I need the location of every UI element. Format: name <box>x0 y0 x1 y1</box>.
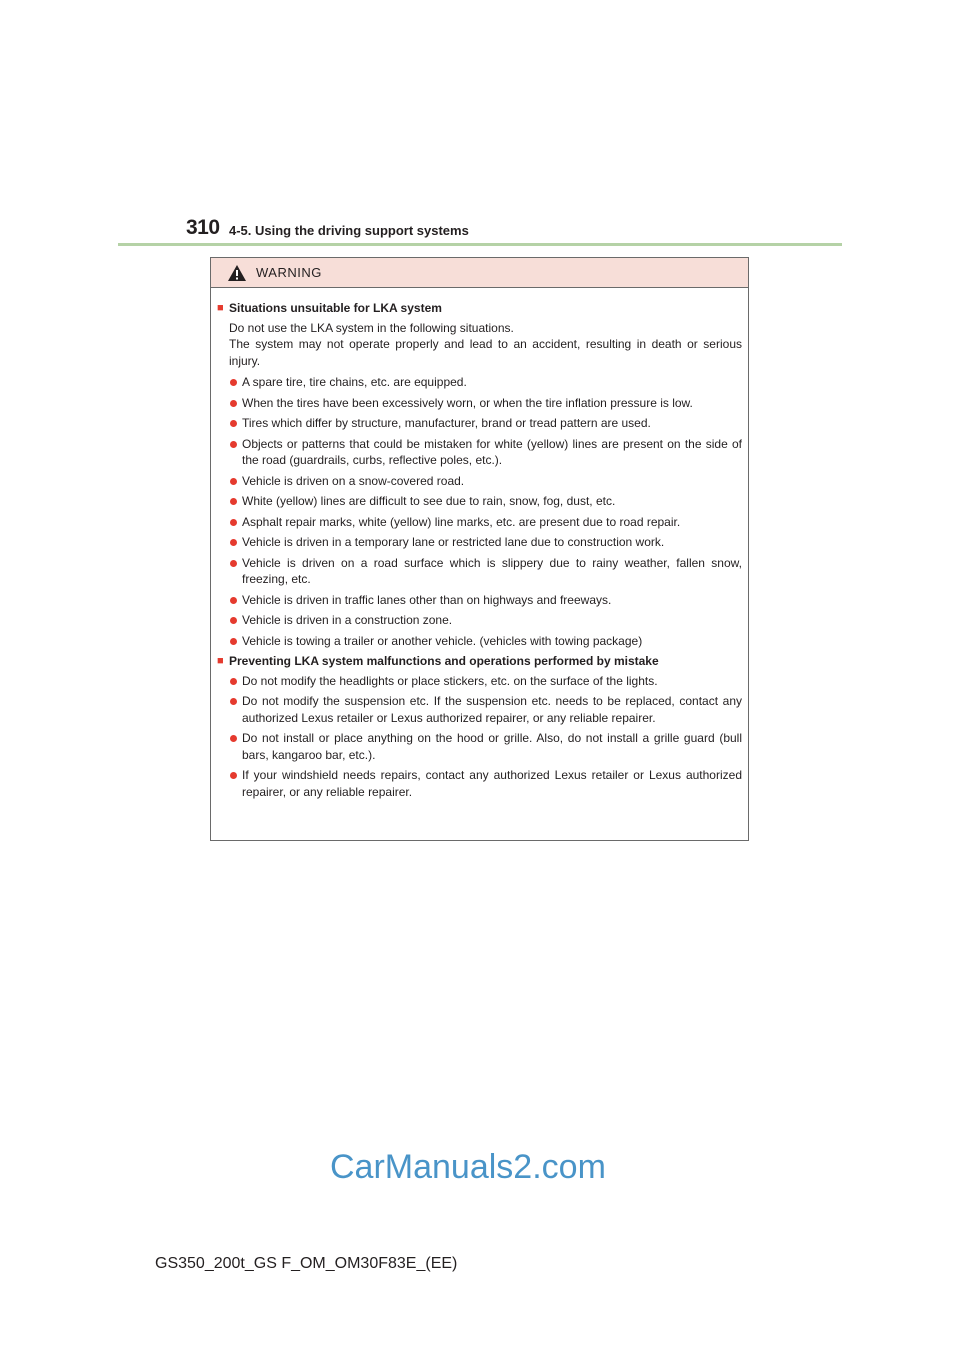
bullet-dot-icon <box>230 478 237 485</box>
list-item <box>217 730 742 763</box>
paragraph-line: Do not use the LKA system in the following situations. <box>229 320 514 335</box>
list-item-text: Vehicle is driven on a snow-covered road. <box>242 473 465 488</box>
list-item-text: White (yellow) lines are difficult to see due to rain, snow, fog, dust, etc. <box>242 494 616 508</box>
list-item <box>217 693 742 726</box>
list-item <box>217 633 742 650</box>
list-item-text: A spare tire, tire chains, etc. are equipped. <box>242 375 467 389</box>
list-item-text: Objects or patterns that could be mistaken for white (yellow) lines are present on the side of the road (guardrails, curbs, reflective poles, etc.). <box>242 436 742 467</box>
bullet-dot-icon <box>230 597 237 604</box>
list-item-text: Asphalt repair marks, white (yellow) line marks, etc. are present due to road repair. <box>242 514 681 529</box>
list-item-text: Tires which differ by structure, manufacturer, brand or tread pattern are used. <box>242 416 651 430</box>
warning-box <box>210 257 749 841</box>
bullet-dot-icon <box>230 420 237 427</box>
watermark-link[interactable]: CarManuals2.com <box>330 1148 606 1186</box>
list-item-text: Vehicle is driven in a temporary lane or restricted lane due to construction work. <box>242 535 665 549</box>
section-heading <box>217 653 742 670</box>
list-item-text: Vehicle is driven in a construction zone. <box>242 613 453 627</box>
bullet-dot-icon <box>230 735 237 742</box>
list-item-text: Do not install or place anything on the hood or grille. Also, do not install a grille guard (bull bars, kangaroo bar, etc.). <box>242 731 742 762</box>
list-item <box>217 514 742 531</box>
list-item <box>217 767 742 800</box>
warning-triangle-icon <box>228 265 246 281</box>
bullet-dot-icon <box>230 560 237 567</box>
bullet-dot-icon <box>230 638 237 645</box>
list-item <box>217 612 742 629</box>
list-item <box>217 534 742 551</box>
list-item <box>217 374 742 391</box>
bullet-dot-icon <box>230 539 237 546</box>
list-item-text: Vehicle is driven on a road surface which is slippery due to rainy weather, fallen snow, freezing, etc. <box>242 555 742 586</box>
paragraph-line: The system may not operate properly and lead to an accident, resulting in death or serious injury. <box>229 337 742 368</box>
page-number: 310 <box>186 216 220 239</box>
list-item-text: Do not modify the headlights or place stickers, etc. on the surface of the lights. <box>242 673 658 688</box>
bullet-dot-icon <box>230 617 237 624</box>
bullet-dot-icon <box>230 698 237 705</box>
heading-text: Situations unsuitable for LKA system <box>229 301 442 315</box>
section-title: 4-5. Using the driving support systems <box>229 223 469 238</box>
list-item <box>217 436 742 469</box>
header-rule <box>118 243 842 246</box>
bullet-dot-icon <box>230 678 237 685</box>
list-item <box>217 592 742 609</box>
warning-body <box>211 288 748 800</box>
bullet-dot-icon <box>230 379 237 386</box>
heading-text: Preventing LKA system malfunctions and operations performed by mistake <box>229 654 659 668</box>
list-item <box>217 493 742 510</box>
bullet-dot-icon <box>230 400 237 407</box>
list-item-text: If your windshield needs repairs, contact any authorized Lexus retailer or Lexus authorized repairer, or any reliable repairer. <box>242 768 742 799</box>
square-bullet-icon: ■ <box>217 302 224 314</box>
list-item-text: Vehicle is driven in traffic lanes other than on highways and freeways. <box>242 592 612 607</box>
section-heading <box>217 300 742 317</box>
list-item-text: When the tires have been excessively worn, or when the tire inflation pressure is low. <box>242 395 693 410</box>
square-bullet-icon: ■ <box>217 655 224 667</box>
bullet-dot-icon <box>230 498 237 505</box>
list-item <box>217 473 742 490</box>
bullet-dot-icon <box>230 441 237 448</box>
paragraph <box>217 320 742 370</box>
warning-header <box>211 258 748 288</box>
document-code-footer: GS350_200t_GS F_OM_OM30F83E_(EE) <box>155 1255 458 1272</box>
warning-title: WARNING <box>256 265 322 280</box>
list-item <box>217 555 742 588</box>
bullet-dot-icon <box>230 519 237 526</box>
bullet-dot-icon <box>230 772 237 779</box>
list-item <box>217 415 742 432</box>
list-item-text: Do not modify the suspension etc. If the suspension etc. needs to be replaced, contact any authorized Lexus retailer or Lexus authorized repairer, or any reliable repairer. <box>242 694 742 725</box>
list-item-text: Vehicle is towing a trailer or another vehicle. (vehicles with towing package) <box>242 633 643 648</box>
list-item <box>217 673 742 690</box>
list-item <box>217 395 742 412</box>
